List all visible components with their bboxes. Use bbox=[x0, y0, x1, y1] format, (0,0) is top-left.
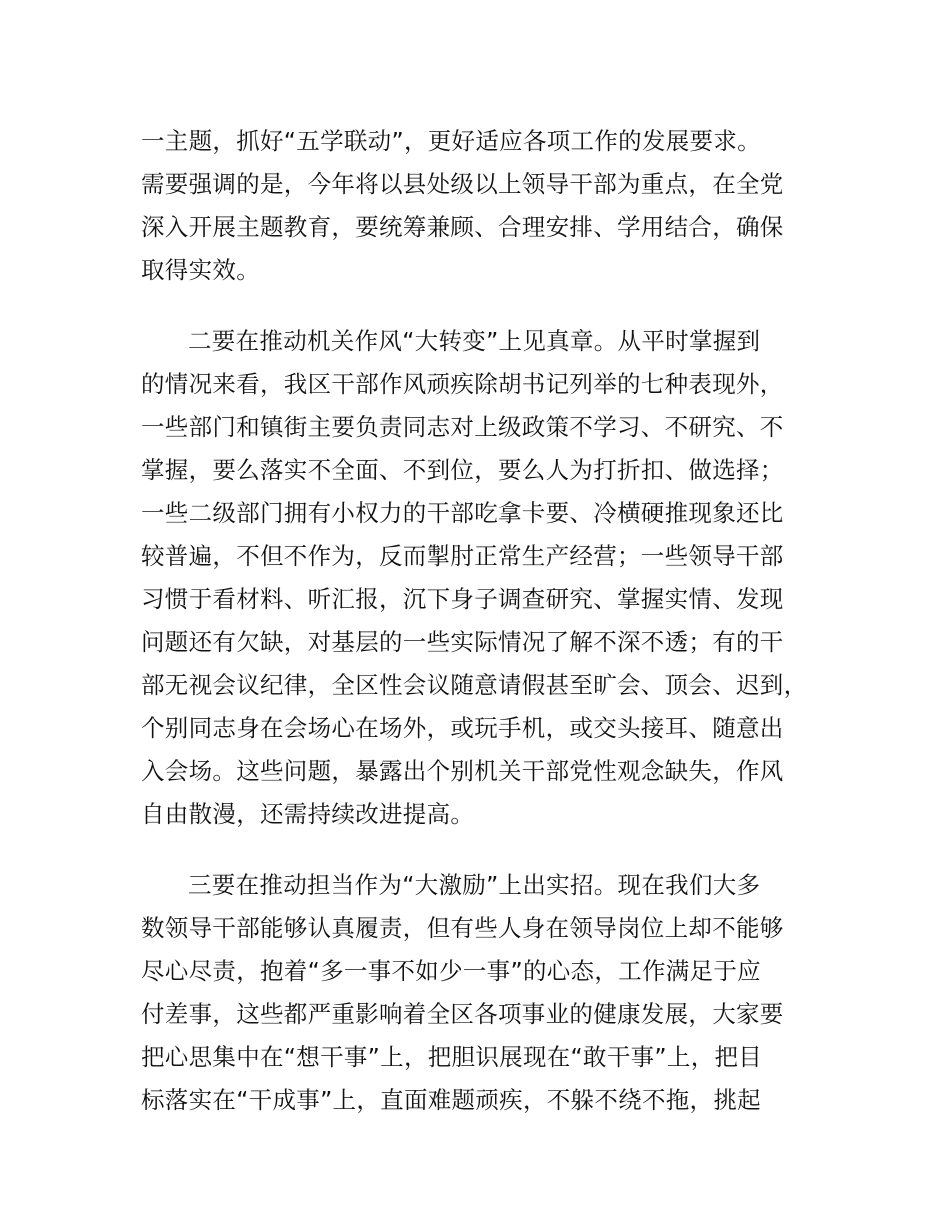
text-line: 一些二级部门拥有小权力的干部吃拿卡要、冷横硬推现象还比 bbox=[141, 499, 784, 527]
text-line: 一主题，抓好“五学联动”，更好适应各项工作的发展要求。 bbox=[141, 127, 761, 155]
text-line: 尽心尽责，抱着“多一事不如少一事”的心态，工作满足于应 bbox=[141, 957, 761, 985]
text-line: 深入开展主题教育，要统筹兼顾、合理安排、学用结合，确保 bbox=[141, 213, 784, 241]
text-line: 需要强调的是，今年将以县处级以上领导干部为重点，在全党 bbox=[141, 170, 784, 198]
text-line: 较普遍，不但不作为，反而掣肘正常生产经营；一些领导干部 bbox=[141, 542, 784, 570]
paragraph-2 bbox=[141, 320, 841, 836]
text-line-indented: 三要在推动担当作为“大激励”上出实招。现在我们大多 bbox=[188, 871, 761, 899]
text-line: 个别同志身在会场心在场外，或玩手机，或交头接耳、随意出 bbox=[141, 714, 784, 742]
text-line: 把心思集中在“想干事”上，把胆识展现在“敢干事”上，把目 bbox=[141, 1043, 763, 1071]
text-line-indented: 二要在推动机关作风“大转变”上见真章。从平时掌握到 bbox=[188, 327, 761, 355]
text-line: 部无视会议纪律，全区性会议随意请假甚至旷会、顶会、迟到， bbox=[141, 671, 808, 699]
paragraph-gap bbox=[141, 836, 841, 864]
text-line: 的情况来看，我区干部作风顽疾除胡书记列举的七种表现外， bbox=[141, 370, 784, 398]
paragraph-3 bbox=[141, 864, 841, 1122]
paragraph-1 bbox=[141, 120, 841, 292]
text-line: 自由散漫，还需持续改进提高。 bbox=[141, 800, 475, 828]
text-line: 掌握，要么落实不全面、不到位，要么人为打折扣、做选择； bbox=[141, 456, 784, 484]
text-line: 取得实效。 bbox=[141, 256, 260, 284]
text-line: 一些部门和镇街主要负责同志对上级政策不学习、不研究、不 bbox=[141, 413, 784, 441]
text-line: 付差事，这些都严重影响着全区各项事业的健康发展，大家要 bbox=[141, 1000, 784, 1028]
text-line: 标落实在“干成事”上，直面难题顽疾，不躲不绕不拖，挑起 bbox=[141, 1086, 761, 1114]
text-line: 习惯于看材料、听汇报，沉下身子调查研究、掌握实情、发现 bbox=[141, 585, 784, 613]
text-line: 问题还有欠缺，对基层的一些实际情况了解不深不透；有的干 bbox=[141, 628, 784, 656]
paragraph-gap bbox=[141, 292, 841, 320]
document-page bbox=[141, 120, 841, 1122]
text-line: 数领导干部能够认真履责，但有些人身在领导岗位上却不能够 bbox=[141, 914, 784, 942]
text-line: 入会场。这些问题，暴露出个别机关干部党性观念缺失，作风 bbox=[141, 757, 784, 785]
